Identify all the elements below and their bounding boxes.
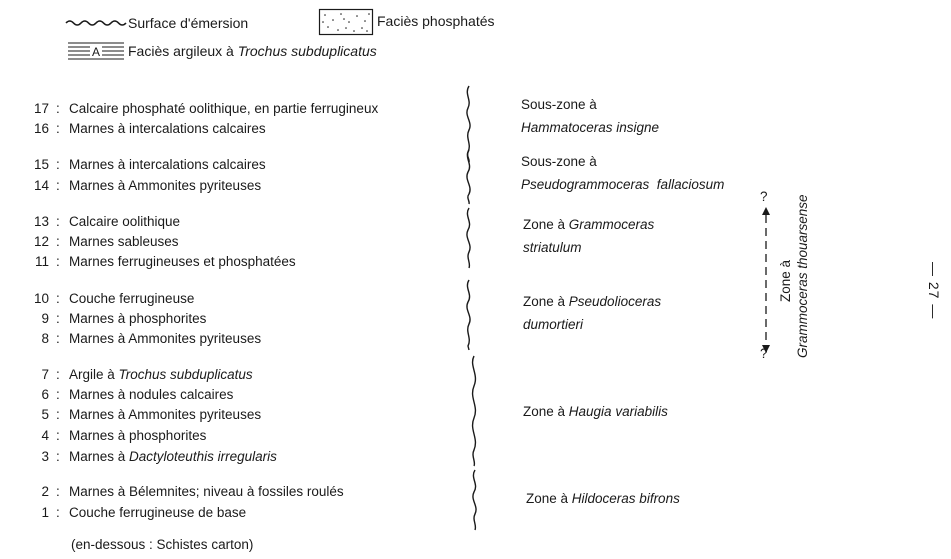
- layer-colon: :: [56, 291, 60, 306]
- zone-grammoceras-striatulum: [523, 213, 654, 259]
- layer-number: 14: [33, 178, 49, 193]
- layer-colon: :: [56, 484, 60, 499]
- layer-description: Marnes à intercalations calcaires: [69, 121, 266, 136]
- layer-description: [69, 449, 277, 464]
- layer-number: 17: [33, 101, 49, 116]
- layer-number: 9: [41, 311, 49, 326]
- zone-genus: Pseudolioceras: [568, 294, 662, 309]
- zone-hammatoceras: [521, 93, 659, 139]
- layer-number: 7: [41, 367, 49, 382]
- zone-pseudogrammoceras: [521, 150, 724, 196]
- page-number: — 27 —: [926, 262, 942, 320]
- layer-description-species: Trochus subduplicatus: [118, 367, 253, 382]
- layer-number: 10: [33, 291, 49, 306]
- zone-hildoceras: [526, 487, 680, 510]
- legend-emersion-label: Surface d'émersion: [128, 15, 249, 31]
- layer-description: Marnes à phosphorites: [69, 428, 207, 443]
- layer-colon: :: [56, 157, 60, 172]
- layer-description: Marnes à Ammonites pyriteuses: [69, 331, 262, 346]
- emersion-wavy-symbol: [66, 17, 126, 29]
- uncertain-bottom-mark: ?: [760, 346, 768, 361]
- zone-pseudolioceras: [523, 290, 661, 336]
- layer-colon: :: [56, 367, 60, 382]
- layer-colon: :: [56, 214, 60, 229]
- layer-colon: :: [56, 331, 60, 346]
- layer-description-species: Dactyloteuthis irregularis: [129, 449, 277, 464]
- zone-prefix: Zone à: [523, 294, 569, 309]
- argileux-hatched-symbol: [68, 41, 124, 61]
- layer-description: Marnes à Ammonites pyriteuses: [69, 178, 262, 193]
- layer-number: 15: [33, 157, 49, 172]
- zone-prefix: Zone à: [526, 491, 572, 506]
- side-zone-label: Zone à: [778, 259, 793, 302]
- footer-note: (en-dessous : Schistes carton): [71, 537, 254, 552]
- emersion-surface-mark: [462, 208, 476, 268]
- layer-colon: :: [56, 178, 60, 193]
- legend-argileux-label: [128, 43, 377, 59]
- layer-description: Couche ferrugineuse de base: [69, 505, 247, 520]
- layer-number: 11: [34, 254, 49, 269]
- layer-colon: :: [56, 254, 60, 269]
- layer-colon: :: [56, 234, 60, 249]
- layer-number: 13: [33, 214, 49, 229]
- layer-colon: :: [56, 428, 60, 443]
- layer-description: Marnes à Ammonites pyriteuses: [69, 407, 262, 422]
- layer-description: Marnes ferrugineuses et phosphatées: [69, 254, 296, 269]
- layer-colon: :: [56, 311, 60, 326]
- layer-number: 6: [41, 387, 49, 402]
- layer-description: [69, 367, 253, 382]
- zone-species: Pseudogrammoceras fallaciosum: [521, 177, 725, 192]
- emersion-surface-mark: [462, 280, 476, 350]
- layer-colon: :: [56, 449, 60, 464]
- layer-colon: :: [56, 101, 60, 116]
- layer-description: Calcaire phosphaté oolithique, en partie ferrugineux: [69, 101, 379, 116]
- layer-description: Marnes à Bélemnites; niveau à fossiles roulés: [69, 484, 344, 499]
- phosphate-dotted-box: [319, 9, 373, 35]
- zone-species: Hildoceras bifrons: [571, 491, 680, 506]
- emersion-surface-mark: [462, 150, 476, 204]
- layer-description: Calcaire oolithique: [69, 214, 181, 229]
- side-zone-species: Grammoceras thouarsense: [795, 194, 810, 358]
- layer-number: 3: [41, 449, 49, 464]
- zone-prefix: Sous-zone à: [521, 97, 597, 112]
- layer-description: Couche ferrugineuse: [69, 291, 195, 306]
- emersion-surface-mark: [466, 356, 482, 466]
- layer-colon: :: [56, 387, 60, 402]
- legend-argileux-prefix: Faciès argileux à: [128, 43, 238, 59]
- layer-number: 2: [41, 484, 49, 499]
- layer-colon: :: [56, 505, 60, 520]
- layer-colon: :: [56, 407, 60, 422]
- legend-argileux-species: Trochus subduplicatus: [237, 43, 377, 59]
- layer-number: 5: [41, 407, 49, 422]
- layer-description: Marnes à intercalations calcaires: [69, 157, 266, 172]
- layer-number: 12: [33, 234, 49, 249]
- dashed-range-bracket: [760, 205, 772, 355]
- legend-phosphate-label: Faciès phosphatés: [377, 13, 495, 29]
- layer-description: Marnes sableuses: [69, 234, 179, 249]
- uncertain-top-mark: ?: [760, 189, 768, 204]
- zone-species: Haugia variabilis: [568, 404, 668, 419]
- zone-prefix: Zone à: [523, 217, 569, 232]
- zone-genus: Grammoceras: [568, 217, 655, 232]
- argileux-symbol-letter: A: [91, 45, 101, 59]
- layer-number: 8: [41, 331, 49, 346]
- zone-prefix: Zone à: [523, 404, 569, 419]
- layer-description: Marnes à phosphorites: [69, 311, 207, 326]
- zone-species: Hammatoceras insigne: [521, 120, 660, 135]
- zone-species: dumortieri: [523, 317, 584, 332]
- zone-prefix: Sous-zone à: [521, 154, 597, 169]
- layer-colon: :: [56, 121, 60, 136]
- layer-number: 4: [41, 428, 49, 443]
- layer-number: 1: [41, 505, 49, 520]
- layer-description-text: Marnes à: [69, 449, 130, 464]
- emersion-surface-mark: [468, 470, 482, 530]
- layer-description-text: Argile à: [69, 367, 119, 382]
- zone-haugia: [523, 400, 668, 423]
- layer-description: Marnes à nodules calcaires: [69, 387, 234, 402]
- layer-number: 16: [33, 121, 49, 136]
- zone-species: striatulum: [523, 240, 582, 255]
